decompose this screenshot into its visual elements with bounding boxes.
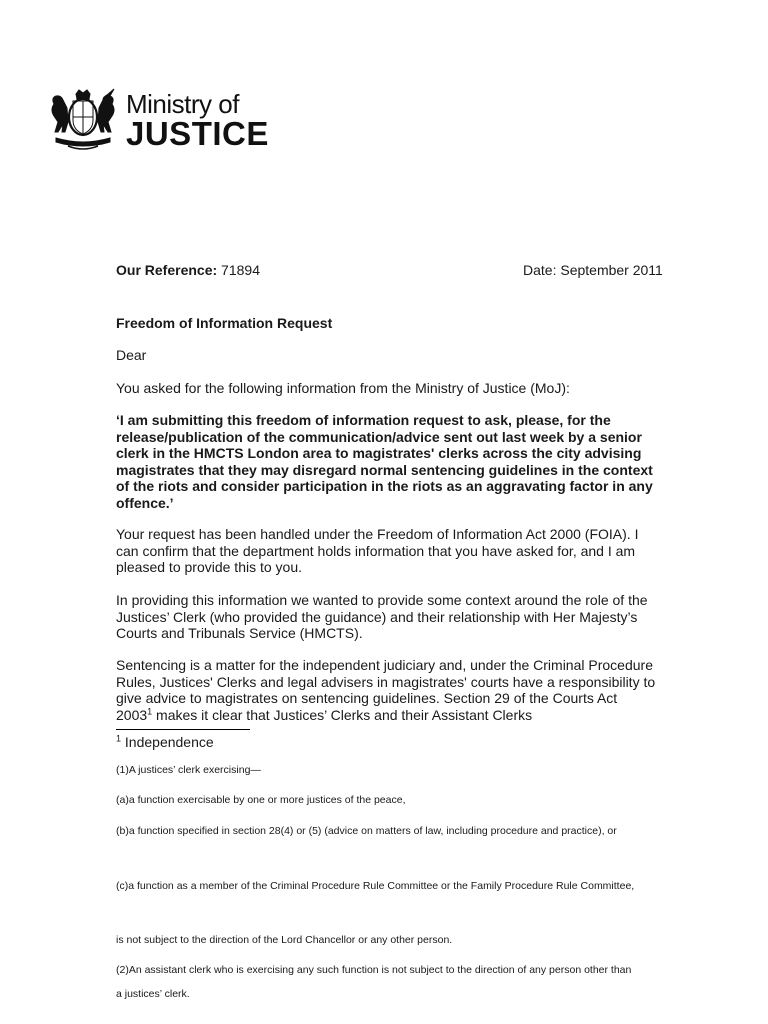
footnote-line: (c)a function as a member of the Criminal Procedure Rule Committee or the Family Procedure Rule Committee, — [116, 880, 635, 892]
sentencing-text-1: Sentencing is a matter for the independent judiciary and, under the Criminal Procedure Rules, Justices' Clerks and legal advisers in magistrates' courts have a responsibility to give advice to magistrates on sentencing guidelines. Section 29 of the Courts Act 2003 — [116, 657, 656, 723]
logo-justice-text: JUSTICE — [126, 115, 269, 152]
request-quote: ‘I am submitting this freedom of information request to ask, please, for the release/publication of the communication/advice sent out last week by a senior clerk in the HMCTS London area to magistrates' clerks across the city advising magistrates that they may disregard normal sentencing guidelines in the context of the riots and consider participation in the riots as an aggravating factor in any offence.’ — [116, 412, 653, 511]
sentencing-text-2: makes it clear that Justices’ Clerks and their Assistant Clerks — [152, 706, 533, 723]
context-paragraph: In providing this information we wanted to provide some context around the role of the Justices’ Clerk (who provided the guidance) and their relationship with Her Majesty’s Courts and Tribunals Service (HMCTS). — [116, 592, 648, 641]
sentencing-paragraph — [116, 657, 656, 723]
footnote-reference: 1 — [147, 705, 153, 716]
footnote-line: (1)A justices’ clerk exercising— — [116, 764, 261, 776]
intro-paragraph: You asked for the following information from the Ministry of Justice (MoJ): — [116, 380, 570, 396]
footnote-divider — [116, 729, 250, 730]
reference-number: 71894 — [221, 262, 260, 278]
salutation: Dear — [116, 347, 147, 363]
footnote-line: (2)An assistant clerk who is exercising any such function is not subject to the direction of any person other than a justices’ clerk. — [116, 964, 632, 1000]
letter-date: Date: September 2011 — [523, 262, 663, 278]
footnote-heading: Independence — [124, 734, 214, 750]
letter-subject: Freedom of Information Request — [116, 315, 333, 331]
footnote-line: (a)a function exercisable by one or more justices of the peace, — [116, 794, 406, 806]
footnote-marker: 1 — [116, 733, 122, 744]
footnote-line: is not subject to the direction of the Lord Chancellor or any other person. — [116, 934, 453, 946]
footnote-line: (b)a function specified in section 28(4) or (5) (advice on matters of law, including procedure and practice), or — [116, 825, 617, 837]
our-reference — [116, 262, 260, 278]
ministry-logo — [48, 88, 269, 154]
reference-label: Our Reference: — [116, 262, 218, 278]
royal-coat-of-arms-icon — [48, 88, 118, 154]
handled-paragraph: Your request has been handled under the Freedom of Information Act 2000 (FOIA). I can confirm that the department holds information that you have asked for, and I am pleased to provide this to you. — [116, 526, 639, 575]
logo-ministry-text: Ministry of — [126, 89, 239, 119]
footnote-title — [116, 734, 214, 750]
